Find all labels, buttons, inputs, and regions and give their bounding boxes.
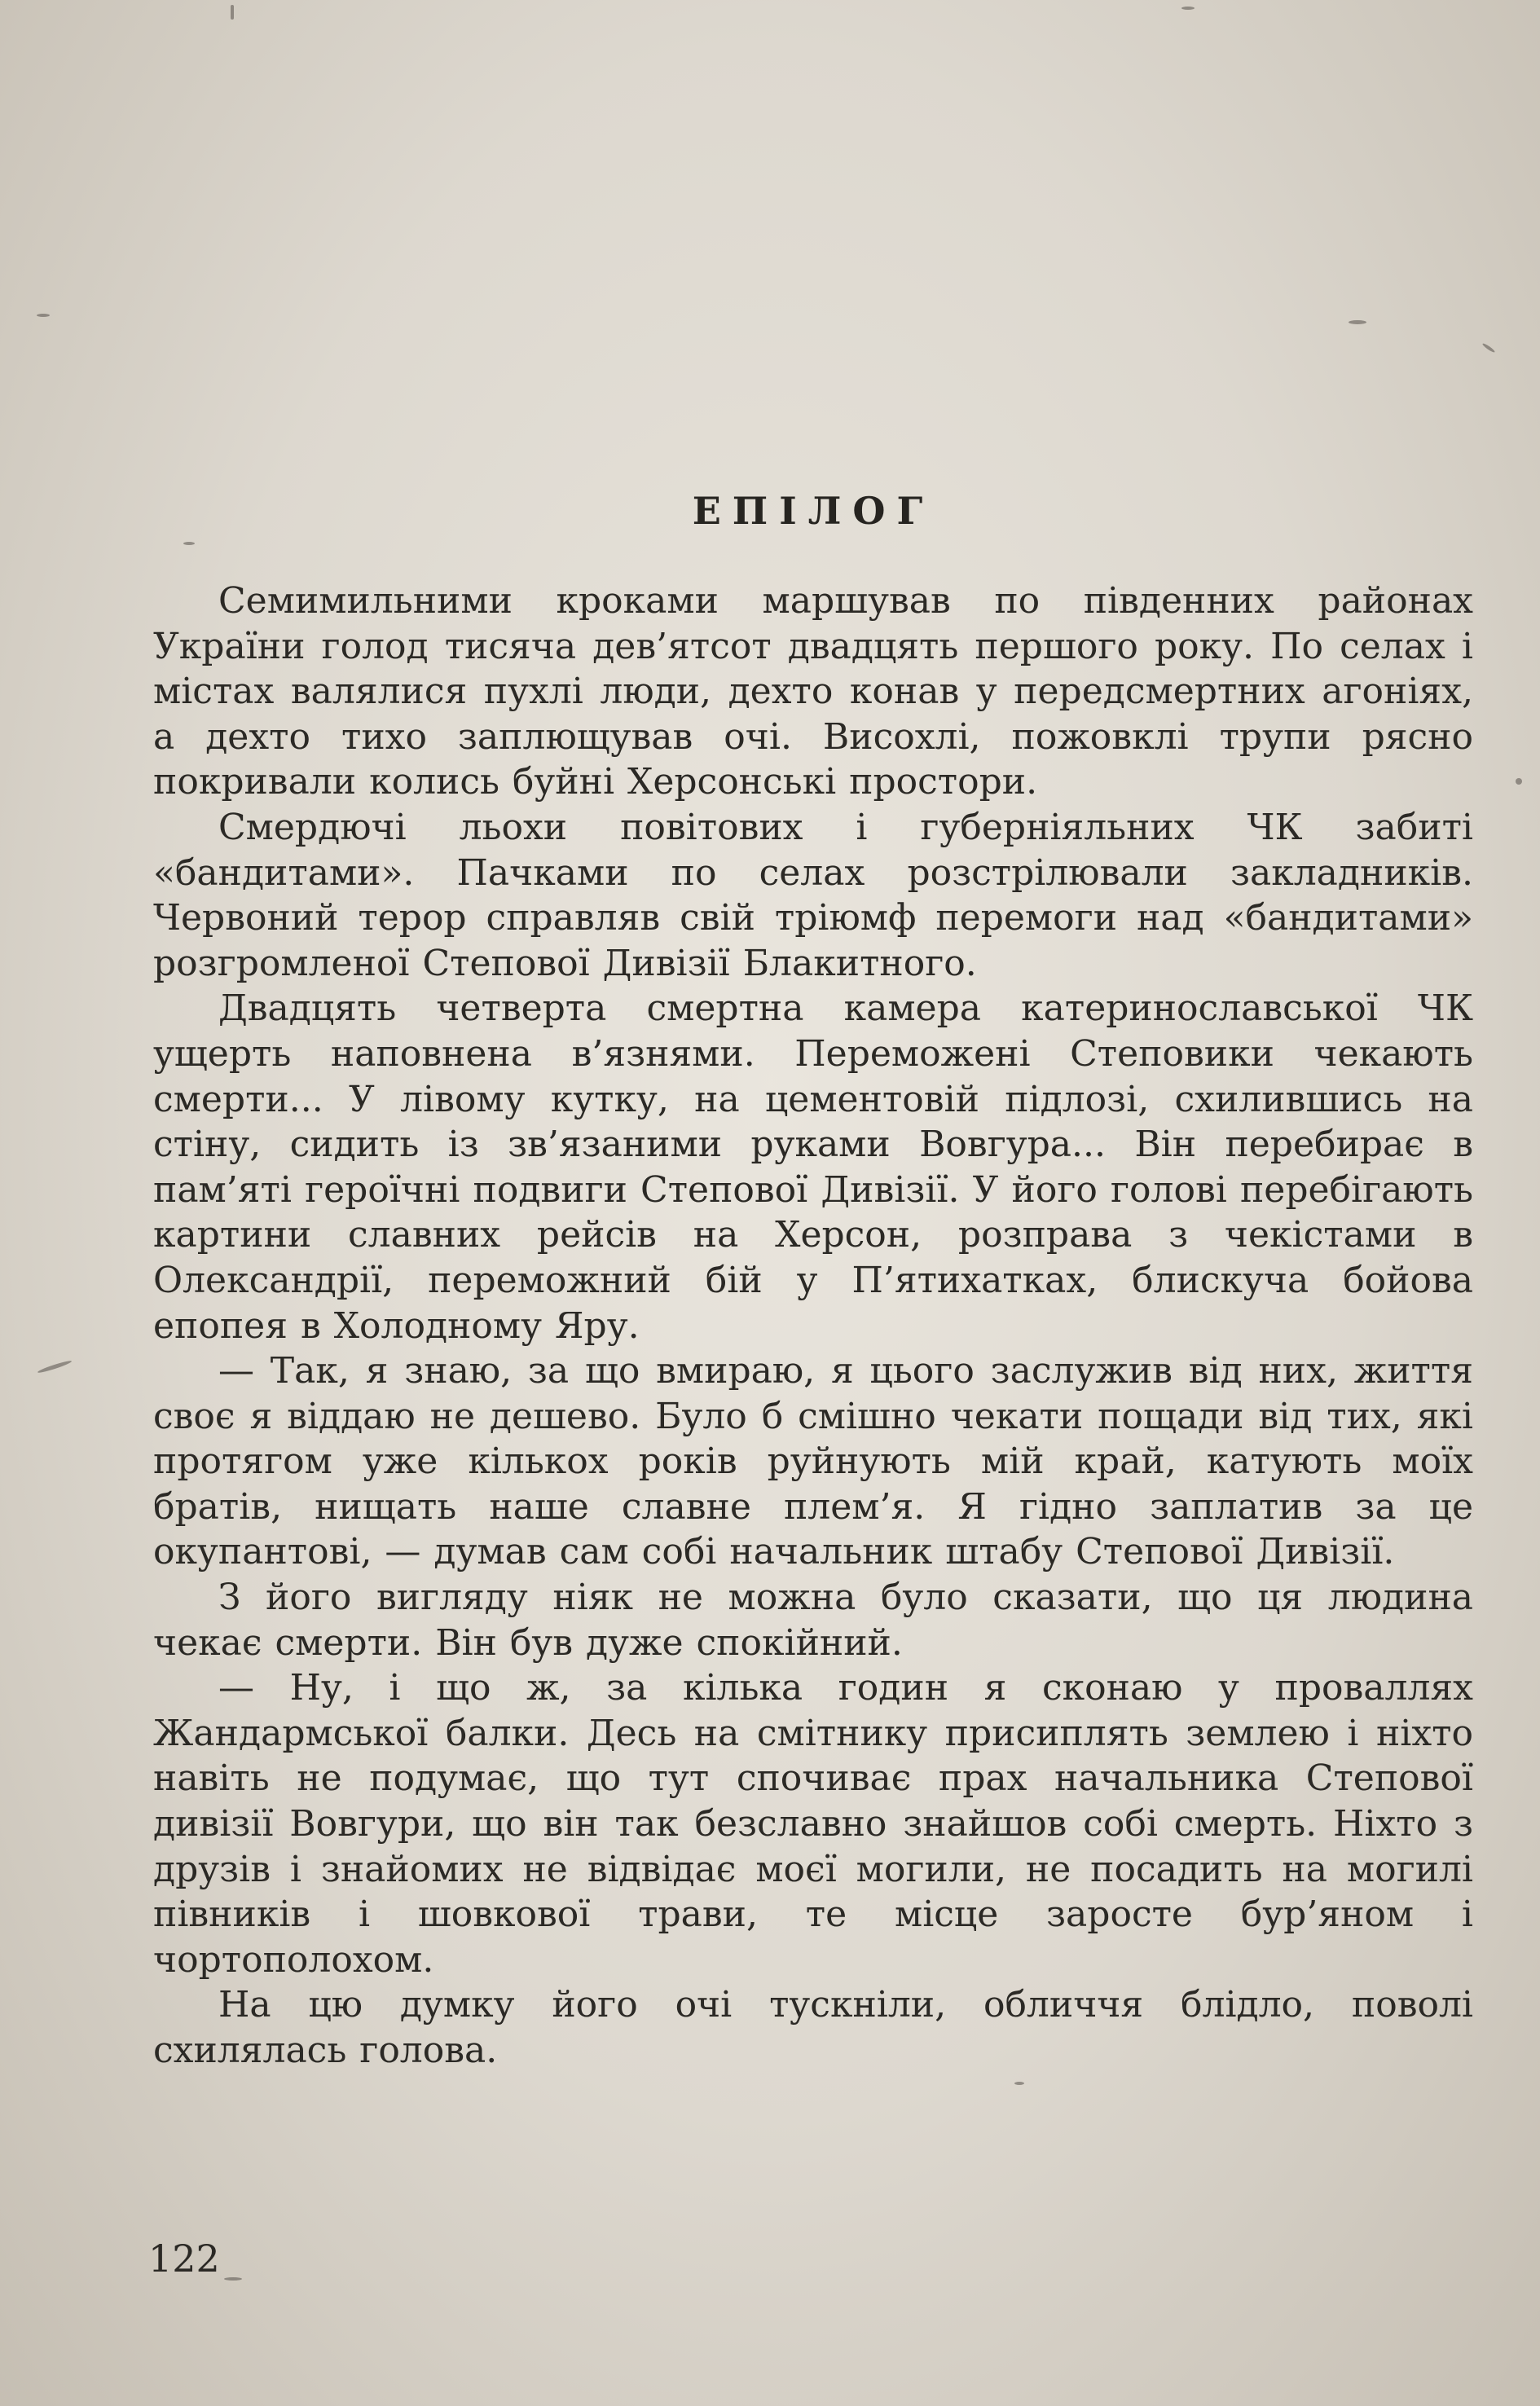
- paper-speck: [1516, 778, 1522, 785]
- paper-speck: [37, 1359, 72, 1374]
- paragraph: Смердючі льохи повітових і губерніяльних ЧК забиті «бандитами». Пачками по селах розстрілювали закладників. Червоний терор справляв свій тріюмф перемоги над «бандитами» розгромленої Степової Дивізії Блакитного.: [153, 806, 1473, 984]
- paragraph: — Ну, і що ж, за кілька годин я сконаю у проваллях Жандармської балки. Десь на смітнику присиплять землею і ніхто навіть не подумає, що тут спочиває прах начальника Степової дивізії Вовгури, що він так безславно знайшов собі смерть. Ніхто з друзів і знайомих не відвідає моєї могили, не посадить на могилі півників і шовкової трави, те місце заросте бур’яном і чортополохом.: [153, 1667, 1473, 1981]
- paper-speck: [37, 314, 50, 317]
- paper-speck: [231, 5, 234, 20]
- paper-speck: [1349, 320, 1366, 324]
- page-number: 122: [148, 2237, 220, 2281]
- paragraph: Двадцять четверта смертна камера катеринославської ЧК ущерть наповнена в’язнями. Переможені Степовики чекають смерти... У лівому кутку, на цементовій підлозі, схилившись на стіну, сидить із зв’язаними руками Вовгура... Він перебирає в пам’яті героїчні подвиги Степової Дивізії. У його голові перебігають картини славних рейсів на Херсон, розправа з чекістами в Олександрії, переможний бій у П’ятихатках, блискуча бойова епопея в Холодному Яру.: [153, 987, 1473, 1347]
- paragraph: З його вигляду ніяк не можна було сказати, що ця людина чекає смерти. Він був дуже спокійний.: [153, 1577, 1473, 1664]
- paper-speck: [224, 2277, 242, 2281]
- paper-speck: [1014, 2082, 1024, 2085]
- paper-speck: [1481, 342, 1495, 354]
- chapter-text: [153, 489, 1473, 2074]
- paragraph: На цю думку його очі тускніли, обличчя блідло, поволі схилялась голова.: [153, 1984, 1473, 2071]
- chapter-title: ЕПІЛОГ: [692, 489, 935, 533]
- paragraph: — Так, я знаю, за що вмираю, я цього заслужив від них, життя своє я віддаю не дешево. Було б смішно чекати пощади від тих, які протягом уже кількох років руйнують мій край, катують моїх братів, нищать наше славне плем’я. Я гідно заплатив за це окупантові, — думав сам собі начальник штабу Степової Дивізії.: [153, 1350, 1473, 1573]
- paper-speck: [1181, 7, 1195, 10]
- paragraph: Семимильними кроками маршував по південних районах України голод тисяча дев’ятсот двадцять першого року. По селах і містах валялися пухлі люди, дехто конав у передсмертних агоніях, а дехто тихо заплющував очі. Висохлі, пожовклі трупи рясно покривали колись буйні Херсонські простори.: [153, 580, 1473, 803]
